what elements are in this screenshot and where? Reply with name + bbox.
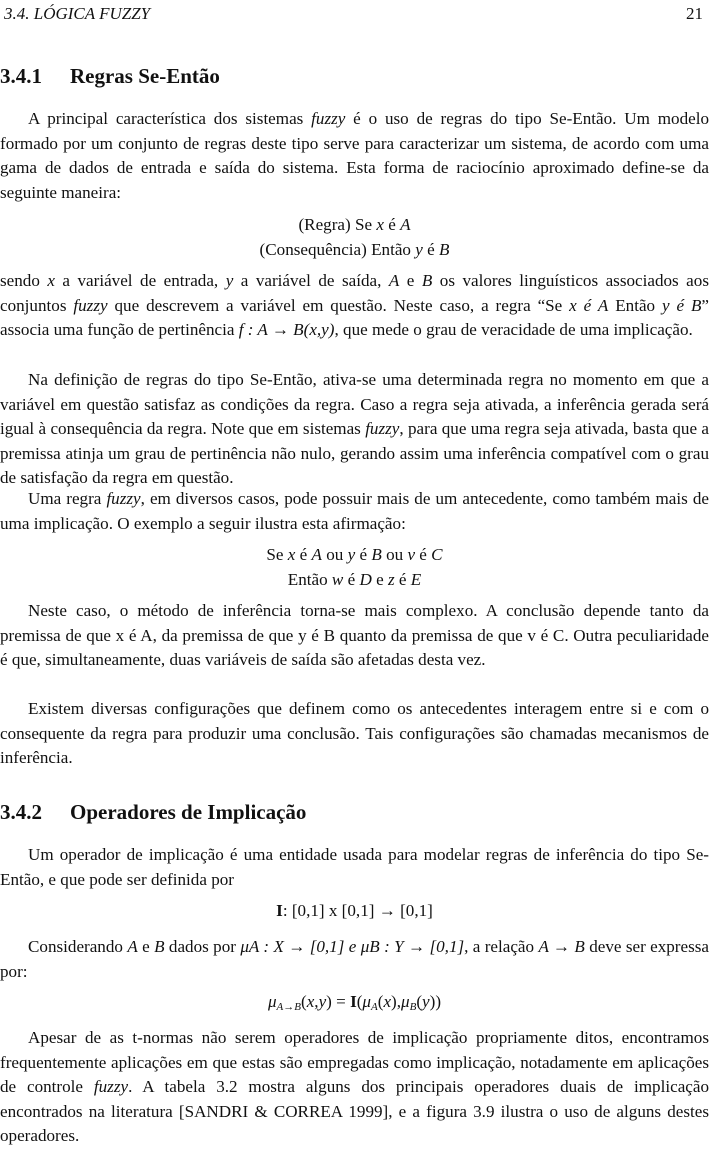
- math-expr: A → B: [538, 937, 585, 956]
- fuzzy-term: fuzzy: [73, 295, 108, 315]
- math-expr: y é B: [661, 295, 702, 315]
- math-var: A: [388, 271, 400, 290]
- text-run: sendo: [0, 271, 48, 290]
- section-number: 3.4.2: [0, 800, 42, 824]
- section-title: Operadores de Implicação: [70, 800, 307, 824]
- equation-2: $\mu_{A\to B}(x,y) = I(\mu_A(x),\mu_B(y))$: [267, 992, 442, 1013]
- text-run: a variável de entrada,: [54, 271, 226, 290]
- paragraph-complexity: [0, 599, 709, 673]
- paragraph-relation: [0, 935, 709, 984]
- paragraph-multi-antecedent: [0, 487, 709, 536]
- text-run: Uma regra: [28, 489, 107, 508]
- math-var: x: [47, 271, 55, 290]
- equation-1: I: [0,1] x [0,1] → [0,1]: [276, 901, 433, 920]
- fuzzy-term: fuzzy: [93, 1077, 129, 1097]
- text-run: , que mede o grau de veracidade de uma implicação.: [334, 320, 693, 340]
- page-number: 21: [686, 4, 703, 23]
- math-expr: f : A → B(x,y): [238, 320, 335, 340]
- text-run: é o uso de regras do tipo Se-Então. Um modelo formado por um conjunto de regras deste tipo serve para caracterizar um sistema, de acordo com uma gama de dados de entrada e saída do sistema. Esta forma de raciocínio aproximado define-se da seguinte maneira:: [0, 109, 709, 202]
- text-run: Então: [608, 295, 662, 315]
- paragraph-intro: [0, 107, 709, 205]
- math-expr: μB : Y → [0,1]: [360, 937, 465, 956]
- text-run: que descrevem a variável em questão. Neste caso, a regra “Se: [107, 295, 570, 315]
- text-run: Considerando: [28, 937, 128, 956]
- text-run: . A tabela 3.2 mostra alguns dos principais operadores duais de implicação encontrados na literatura [SANDRI & CORREA 1999], e a figura 3.9 ilustra o uso de alguns destes operadores.: [0, 1077, 709, 1146]
- section-heading-3-4-1: [0, 64, 220, 89]
- paragraph-mechanisms: [0, 697, 709, 771]
- text-run: A principal característica dos sistemas: [28, 109, 312, 128]
- rule-line-2: (Consequência) Então y é B: [259, 239, 450, 259]
- example-display: [0, 543, 709, 592]
- equation-membership: [0, 990, 709, 1015]
- rule-line-1: (Regra) Se x é A: [298, 215, 411, 234]
- math-var: A: [127, 937, 138, 956]
- text-run: a variável de saída,: [233, 271, 389, 290]
- paragraph-text: Neste caso, o método de inferência torna-se mais complexo. A conclusão depende tanto da premissa de que x é A, da premissa de que y é B quanto da premissa de que v é C. Outra peculiaridade é que, simultaneamente, duas variáveis de saída são afetadas desta vez.: [0, 601, 709, 670]
- math-var: B: [421, 271, 433, 290]
- text-run: e: [344, 937, 361, 956]
- text-run: e: [137, 937, 155, 956]
- text-run: ” associa uma função de pertinência: [0, 295, 709, 340]
- paragraph-implication-def: [0, 843, 709, 892]
- text-run: e: [399, 271, 422, 290]
- paragraph-variables: [0, 269, 709, 343]
- text-run: , em diversos casos, pode possuir mais de um antecedente, como também mais de uma implicação. O exemplo a seguir ilustra esta afirmação:: [0, 489, 709, 533]
- math-var: y: [225, 271, 234, 290]
- rule-display: [0, 213, 709, 262]
- example-line-2: Então w é D e z é E: [287, 569, 422, 589]
- section-number: 3.4.1: [0, 64, 42, 88]
- running-header-section: 3.4. LÓGICA FUZZY: [4, 4, 151, 23]
- example-line-1: Se x é A ou y é B ou v é C: [266, 545, 443, 564]
- math-expr: x é A: [569, 295, 609, 315]
- paragraph-activation: [0, 368, 709, 491]
- math-var: B: [154, 937, 165, 956]
- text-run: , a relação: [464, 937, 539, 956]
- running-header: [4, 2, 703, 27]
- fuzzy-term: fuzzy: [106, 489, 141, 508]
- text-run: deve ser expressa por:: [0, 937, 709, 981]
- math-expr: μA : X → [0,1]: [240, 937, 345, 956]
- paragraph-text: Um operador de implicação é uma entidade usada para modelar regras de inferência do tipo Se-Então, e que pode ser definida por: [0, 845, 709, 889]
- section-title: Regras Se-Então: [70, 64, 220, 88]
- text-run: dados por: [164, 937, 241, 956]
- fuzzy-term: fuzzy: [365, 419, 400, 439]
- text-run: os valores linguísticos associados aos conjuntos: [0, 271, 709, 315]
- paragraph-t-norms: [0, 1026, 709, 1149]
- equation-operator: [0, 899, 709, 924]
- fuzzy-term: fuzzy: [311, 109, 346, 128]
- paragraph-text: Existem diversas configurações que definem como os antecedentes interagem entre si e com o consequente da regra para produzir uma conclusão. Tais configurações são chamadas mecanismos de inferência.: [0, 699, 709, 768]
- text-run: Apesar de as t-normas não serem operadores de implicação propriamente ditos, encontramos frequentemente aplicações em que estas são empregadas como implicação, notadamente em aplicações de controle: [0, 1028, 709, 1097]
- section-heading-3-4-2: [0, 800, 306, 825]
- text-run: , para que uma regra seja ativada, basta que a premissa atinja um grau de pertinência não nulo, gerando assim uma inferência compatível com o grau de satisfação da regra em questão.: [0, 419, 709, 488]
- text-run: Na definição de regras do tipo Se-Então, ativa-se uma determinada regra no momento em que a variável em questão satisfaz as condições da regra. Caso a regra seja ativada, a inferência gerada será igual à consequência da regra. Note que em sistemas: [0, 370, 709, 439]
